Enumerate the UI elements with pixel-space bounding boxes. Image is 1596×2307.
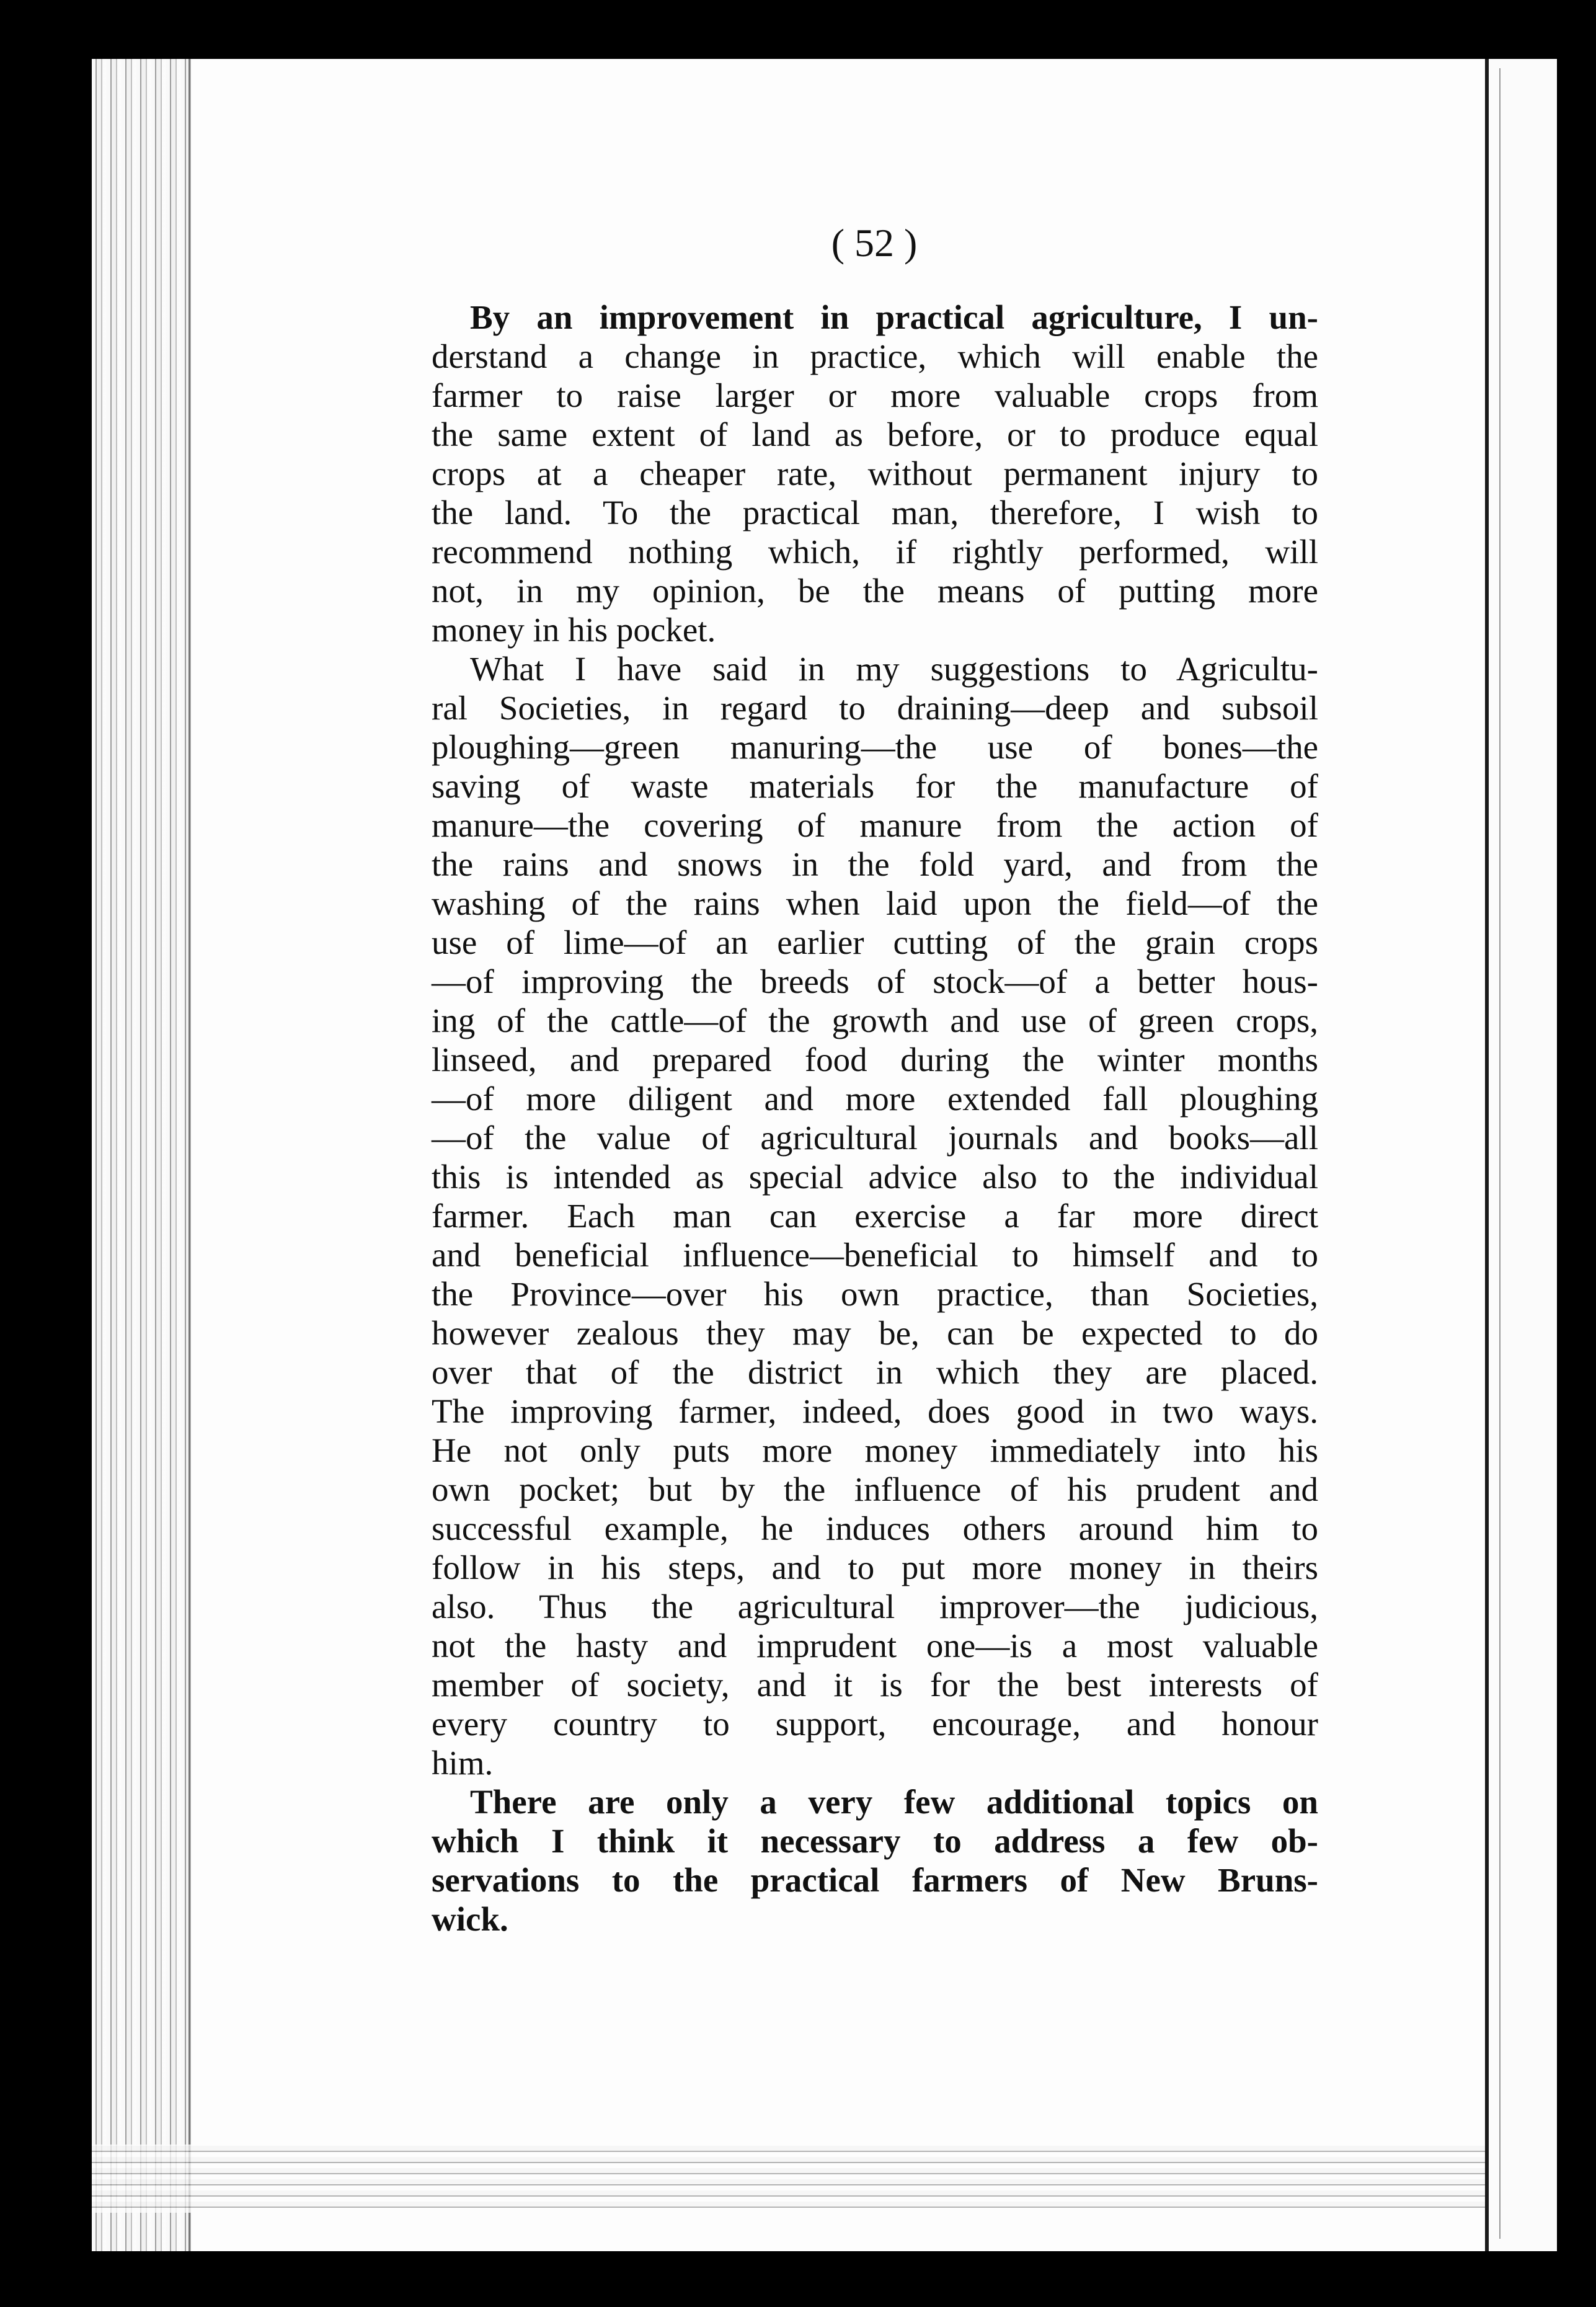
- paragraph-suggestions-advice: [432, 649, 1318, 1782]
- text-line: What I have said in my suggestions to Agricultu-: [470, 650, 1318, 688]
- text-line: wick.: [432, 1900, 508, 1938]
- binding-shadow-line: [188, 59, 190, 2251]
- text-line: use of lime—of an earlier cutting of the grain crops: [432, 923, 1318, 961]
- text-line: —of the value of agricultural journals and books—all: [432, 1119, 1318, 1157]
- page-body-text: [432, 298, 1318, 1939]
- page-bottom-edge: [92, 2145, 1488, 2213]
- text-line: the Province—over his own practice, than Societies,: [432, 1275, 1318, 1313]
- facing-page-edge-line: [1499, 68, 1501, 2239]
- text-line: however zealous they may be, can be expected to do: [432, 1314, 1318, 1352]
- page-number: ( 52 ): [831, 221, 918, 265]
- text-line: successful example, he induces others around him to: [432, 1509, 1318, 1547]
- text-line: washing of the rains when laid upon the field—of the: [432, 884, 1318, 922]
- text-line: —of more diligent and more extended fall ploughing: [432, 1080, 1318, 1118]
- text-line: He not only puts more money immediately into his: [432, 1431, 1318, 1469]
- text-line: this is intended as special advice also to the individual: [432, 1158, 1318, 1196]
- text-line: him.: [432, 1744, 494, 1782]
- text-line: own pocket; but by the influence of his prudent and: [432, 1470, 1318, 1508]
- paragraph-additional-topics: [432, 1782, 1318, 1939]
- text-line: There are only a very few additional topics on: [470, 1783, 1318, 1821]
- text-line: ral Societies, in regard to draining—deep and subsoil: [432, 689, 1318, 727]
- text-line: ploughing—green manuring—the use of bones—the: [432, 728, 1318, 766]
- text-line: the same extent of land as before, or to produce equal: [432, 416, 1318, 453]
- text-line: linseed, and prepared food during the winter months: [432, 1041, 1318, 1078]
- text-line: recommend nothing which, if rightly performed, will: [432, 533, 1318, 571]
- binding-edge: [92, 59, 191, 2251]
- text-line: By an improvement in practical agriculture, I un-: [470, 298, 1318, 336]
- text-line: —of improving the breeds of stock—of a better hous-: [432, 962, 1318, 1000]
- text-line: also. Thus the agricultural improver—the judicious,: [432, 1588, 1318, 1625]
- text-line: farmer. Each man can exercise a far more direct: [432, 1197, 1318, 1235]
- text-line: crops at a cheaper rate, without permanent injury to: [432, 455, 1318, 492]
- text-line: which I think it necessary to address a few ob-: [432, 1822, 1318, 1860]
- text-line: member of society, and it is for the best interests of: [432, 1666, 1318, 1704]
- text-line: the rains and snows in the fold yard, and from the: [432, 845, 1318, 883]
- text-line: saving of waste materials for the manufacture of: [432, 767, 1318, 805]
- text-line: money in his pocket.: [432, 611, 716, 649]
- text-line: every country to support, encourage, and honour: [432, 1705, 1318, 1743]
- text-line: farmer to raise larger or more valuable crops from: [432, 376, 1318, 414]
- text-line: the land. To the practical man, therefore, I wish to: [432, 494, 1318, 531]
- text-line: derstand a change in practice, which will enable the: [432, 337, 1318, 375]
- text-line: not the hasty and imprudent one—is a most valuable: [432, 1627, 1318, 1665]
- text-line: follow in his steps, and to put more money in theirs: [432, 1549, 1318, 1586]
- text-line: servations to the practical farmers of New Bruns-: [432, 1861, 1318, 1899]
- text-line: and beneficial influence—beneficial to himself and to: [432, 1236, 1318, 1274]
- text-line: The improving farmer, indeed, does good in two ways.: [432, 1392, 1318, 1430]
- paragraph-improvement-definition: [432, 298, 1318, 649]
- text-line: manure—the covering of manure from the action of: [432, 806, 1318, 844]
- text-line: over that of the district in which they are placed.: [432, 1353, 1318, 1391]
- facing-page-strip: [1485, 59, 1557, 2251]
- text-line: not, in my opinion, be the means of putting more: [432, 572, 1318, 610]
- text-line: ing of the cattle—of the growth and use of green crops,: [432, 1002, 1318, 1039]
